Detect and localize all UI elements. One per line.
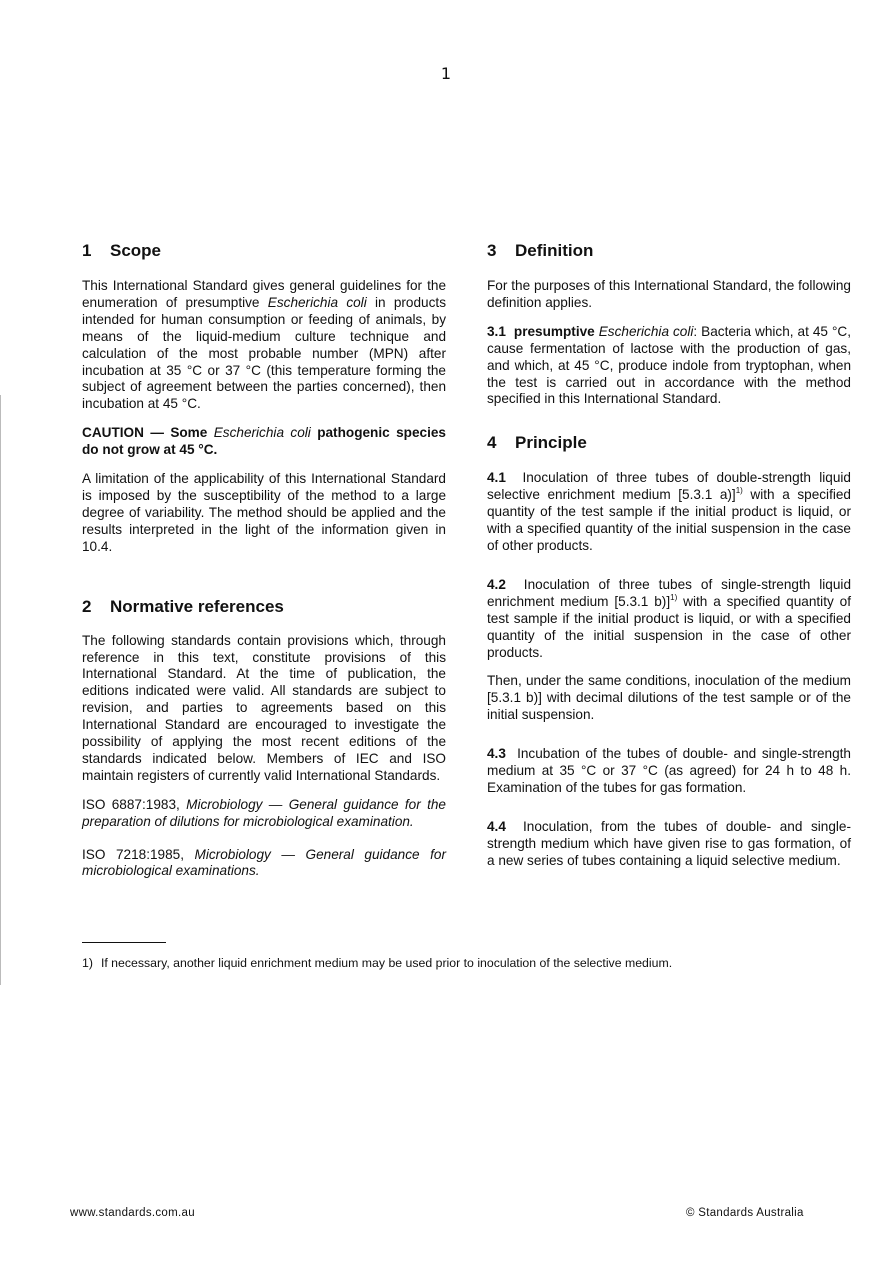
left-column bbox=[82, 240, 446, 880]
scope-heading bbox=[82, 240, 446, 262]
principle-4-4: 4.4 Inoculation, from the tubes of double- and single-strength medium which have given rise to gas formation, of a new series of tubes containing a liquid selective medium. bbox=[487, 818, 851, 868]
definition-3-1: 3.1 presumptive Escherichia coli: Bacteria which, at 45 °C, cause fermentation of lactose with the production of gas, and which, at 45 °C, produce indole from tryptophan, when the test is carried out in accordance with the method specified in this International Standard. bbox=[487, 323, 851, 407]
principle-4-3: 4.3 Incubation of the tubes of double- and single-strength medium at 35 °C or 37 °C (as agreed) for 24 h to 48 h. Examination of the tubes for gas formation. bbox=[487, 746, 851, 795]
footer-copyright: © Standards Australia bbox=[686, 1207, 804, 1219]
principle-4-1: 4.1 Inoculation of three tubes of double-strength liquid selective enrichment medium [5.3.1 a)]$^{1)}$ with a specified quantity of the test sample if the initial product is liquid, or with a specified quantity of the initial suspension in the case of other products. bbox=[487, 470, 851, 553]
definition-intro: For the purposes of this International Standard, the following definition applies. bbox=[487, 278, 851, 310]
right-column bbox=[487, 240, 851, 870]
normative-paragraph: The following standards contain provisions which, through reference in this text, constitute provisions of this International Standard. At the time of publication, the editions indicated were valid. All standards are subject to revision, and parties to agreements based on this International Standard are encouraged to investigate the possibility of applying the most recent editions of the standards indicated below. Members of IEC and ISO maintain registers of currently valid International Standards. bbox=[82, 632, 446, 783]
page-number: 1 bbox=[440, 64, 452, 83]
reference-iso-6887: ISO 6887:1983, Microbiology — General guidance for the preparation of dilutions for microbiological examination. bbox=[82, 796, 446, 829]
limitation-paragraph: A limitation of the applicability of this International Standard is imposed by the susceptibility of the method to a large degree of variability. The method should be applied and the results interpreted in the light of the information given in 10.4. bbox=[82, 471, 446, 554]
footer-website: www.standards.com.au bbox=[70, 1207, 195, 1219]
scope-title: Scope bbox=[110, 241, 162, 260]
principle-4-2: 4.2 Inoculation of three tubes of single-strength liquid enrichment medium [5.3.1 b)]$^{1)}$ with a specified quantity of test sample if the initial product is liquid, or with a specified quantity of the initial suspension in the case of other products. bbox=[487, 576, 851, 660]
principle-heading: 4 Principle bbox=[487, 433, 587, 453]
caution-note: CAUTION — Some Escherichia coli pathogenic species do not grow at 45 °C. bbox=[82, 425, 446, 458]
footnote-rule bbox=[82, 942, 166, 943]
definition-heading: 3 Definition bbox=[487, 241, 594, 260]
footnote: 1) If necessary, another liquid enrichment medium may be used prior to inoculation of the selective medium. bbox=[82, 956, 673, 970]
scope-paragraph: This International Standard gives general guidelines for the enumeration of presumptive Escherichia coli in products intended for human consumption or feeding of animals, by means of the liquid-medium culture technique and calculation of the most probable number (MPN) after incubation at 35 °C or 37 °C (this temperature forming the subject of agreement between the parties concerned), then incubation at 45 °C. bbox=[82, 278, 446, 412]
reference-iso-7218: ISO 7218:1985, Microbiology — General guidance for microbiological examinations. bbox=[82, 846, 446, 879]
principle-4-2-then: Then, under the same conditions, inoculation of the medium [5.3.1 b)] with decimal dilutions of the test sample or of the initial suspension. bbox=[487, 673, 851, 723]
scope-number: 1 bbox=[82, 241, 92, 260]
margin-rule bbox=[0, 395, 1, 985]
normative-heading: 2 Normative references bbox=[82, 596, 284, 616]
